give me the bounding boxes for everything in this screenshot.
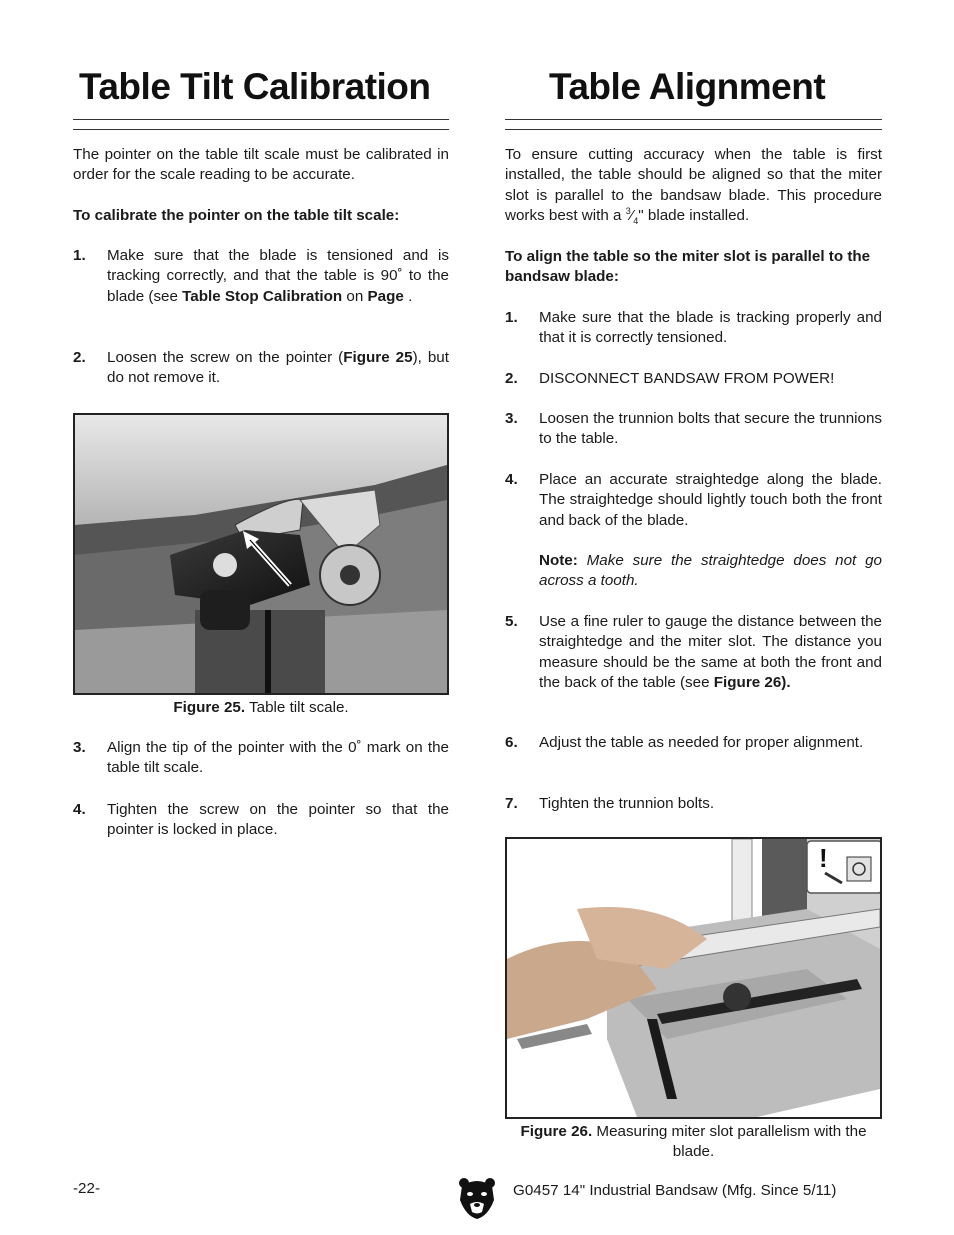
title-rule-bottom: [505, 129, 882, 130]
step-item: [505, 369, 882, 389]
table-tilt-scale-photo: [75, 415, 447, 693]
step-item: [73, 348, 449, 389]
step-text: Make sure that the blade is tracking properly and that it is correctly tensioned.: [539, 309, 882, 347]
step-item: [73, 800, 449, 841]
step-number: 4.: [73, 801, 86, 818]
step-text: DISCONNECT BANDSAW FROM POWER!: [539, 370, 835, 387]
section-title-table-tilt: Table Tilt Calibration: [79, 66, 431, 107]
intro-paragraph: To ensure cutting accuracy when the table is first installed, the table should be aligned so that the miter slot is parallel to the bandsaw blade. This procedure works best with a $^3⁄_4$" blade installed.: [505, 146, 882, 226]
step-item: [505, 308, 882, 349]
step-item: [505, 612, 882, 693]
step-number: 1.: [73, 247, 86, 264]
step-item: [73, 738, 449, 779]
figure-25-photo: [73, 413, 449, 695]
step-text: Loosen the screw on the pointer (Figure 25), but do not remove it.: [107, 349, 449, 387]
title-rule-bottom: [73, 129, 449, 130]
figure-26-caption: Figure 26. Measuring miter slot parallelism with the blade.: [520, 1123, 867, 1161]
step-number: 2.: [505, 370, 518, 387]
step-text: Align the tip of the pointer with the 0˚ mark on the table tilt scale.: [107, 739, 449, 777]
section-title-table-alignment: Table Alignment: [549, 66, 826, 107]
step-number: 2.: [73, 349, 86, 366]
step-text: Tighten the screw on the pointer so that the pointer is locked in place.: [107, 801, 449, 839]
note-label: Note:: [539, 552, 578, 569]
step-text: Tighten the trunnion bolts.: [539, 795, 715, 812]
page-number: -22-: [73, 1180, 101, 1197]
step-number: 6.: [505, 734, 518, 751]
model-footer-text: G0457 14" Industrial Bandsaw (Mfg. Since 5/11): [513, 1182, 837, 1199]
step-number: 7.: [505, 795, 518, 812]
step-item: [505, 794, 882, 814]
step-number: 3.: [505, 410, 518, 427]
note-text: Make sure the straightedge does not go across a tooth.: [539, 552, 882, 590]
step-item: [505, 409, 882, 450]
figure-26-photo: [505, 837, 882, 1119]
procedure-subhead: To align the table so the miter slot is parallel to the bandsaw blade:: [505, 248, 871, 286]
step-item: [505, 470, 882, 531]
figure-25-caption: Figure 25. Table tilt scale.: [173, 699, 349, 716]
step-text: Adjust the table as needed for proper alignment.: [539, 734, 864, 751]
step-number: 1.: [505, 309, 518, 326]
step-text: Place an accurate straightedge along the blade. The straightedge should lightly touch both the front and back of the blade.: [539, 471, 882, 529]
step-item: [505, 733, 882, 753]
step-number: 5.: [505, 613, 518, 630]
title-rule-top: [505, 119, 882, 120]
step-text: Loosen the trunnion bolts that secure the trunnions to the table.: [539, 410, 882, 448]
step-item: [73, 246, 449, 307]
title-rule-top: [73, 119, 449, 120]
step-number: 4.: [505, 471, 518, 488]
svg-text:!: !: [819, 843, 828, 873]
step-text: Make sure that the blade is tensioned and is tracking correctly, and that the table is 90˚ to the blade (see Table Stop Calibration on Page .: [107, 247, 449, 305]
step-text: Use a fine ruler to gauge the distance between the straightedge and the miter slot. The distance you measure should be the same at both the front and the back of the table (see Figure 26).: [539, 613, 882, 691]
step-number: 3.: [73, 739, 86, 756]
procedure-subhead: To calibrate the pointer on the table tilt scale:: [73, 207, 400, 224]
grizzly-bear-logo-icon: [458, 1176, 496, 1220]
step-note: [505, 551, 882, 592]
miter-slot-measuring-photo: [507, 839, 880, 1117]
intro-paragraph: The pointer on the table tilt scale must be calibrated in order for the scale reading to be accurate.: [73, 146, 449, 184]
